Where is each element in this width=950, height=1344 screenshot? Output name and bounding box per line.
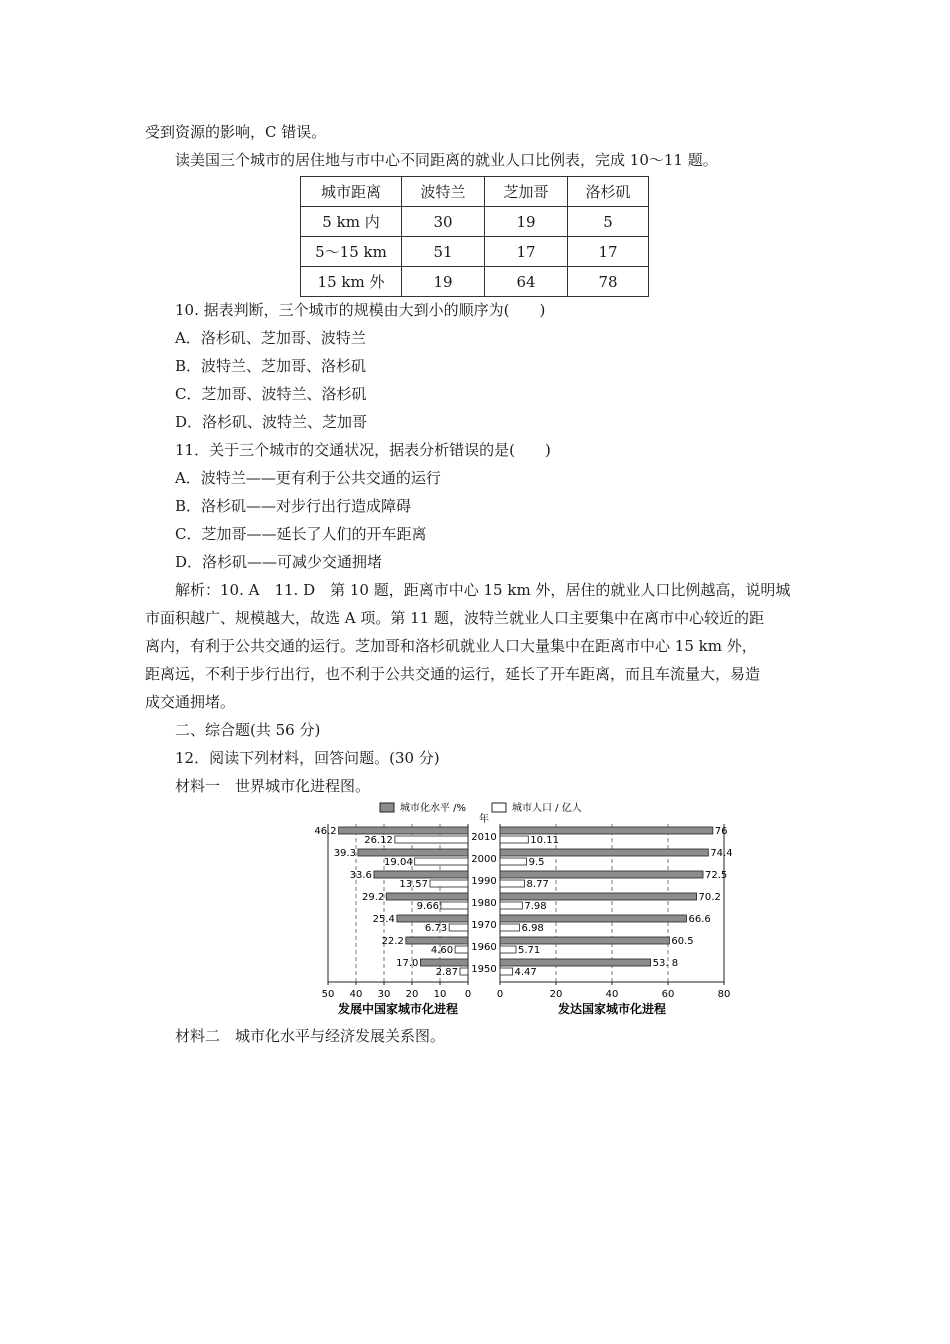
table-cell: 64 [485, 267, 568, 297]
right-tick-label: 0 [496, 989, 504, 1000]
analysis-line: 市面积越广、规模越大，故选 A 项。第 11 题，波特兰就业人口主要集中在离市中心较近的距 [145, 609, 764, 627]
table-cell: 5～15 km [301, 237, 402, 267]
year-label: 1970 [471, 920, 497, 931]
right-population-bar [500, 880, 525, 887]
left-population-label: 4.60 [430, 945, 454, 956]
analysis-line: 离内，有利于公共交通的运行。芝加哥和洛杉矶就业人口大量集中在距离市中心 15 km 外， [145, 637, 757, 655]
year-label: 2000 [471, 854, 497, 865]
legend-population-label: 城市人口 / 亿人 [512, 803, 582, 814]
table-cell: 17 [568, 237, 649, 267]
right-urbanization-bar [500, 827, 713, 834]
left-tick-label: 50 [321, 989, 335, 1000]
table-cell: 5 [568, 207, 649, 237]
right-population-bar [500, 968, 513, 975]
left-urbanization-bar [358, 849, 468, 856]
table-header: 城市距离 [301, 177, 402, 207]
left-tick-label: 30 [377, 989, 391, 1000]
material-two: 材料二 城市化水平与经济发展关系图。 [175, 1027, 446, 1045]
left-tick-label: 40 [349, 989, 363, 1000]
analysis-line: 距离远，不利于步行出行，也不利于公共交通的运行，延长了开车距离，而且车流量大，易造 [145, 665, 761, 683]
right-population-label: 4.47 [514, 967, 537, 978]
left-urbanization-label: 29.2 [361, 892, 385, 903]
analysis-line: 成交通拥堵。 [145, 693, 236, 711]
left-urbanization-bar [339, 827, 468, 834]
left-urbanization-label: 17.0 [396, 958, 419, 969]
left-population-label: 9.66 [416, 901, 439, 912]
right-population-bar [500, 946, 516, 953]
table-header: 洛杉矶 [568, 177, 649, 207]
left-population-bar [455, 946, 468, 953]
right-urbanization-label: 60.5 [671, 936, 694, 947]
table-intro: 读美国三个城市的居住地与市中心不同距离的就业人口比例表，完成 10～11 题。 [175, 151, 718, 169]
left-population-bar [395, 836, 468, 843]
table-row [301, 267, 649, 297]
table-row [301, 237, 649, 267]
table-cell: 19 [402, 267, 485, 297]
left-population-bar [415, 858, 468, 865]
right-population-label: 9.5 [528, 857, 545, 868]
analysis-line: 解析：10. A 11. D 第 10 题，距离市中心 15 km 外，居住的就业人口比例越高，说明城 [175, 581, 791, 599]
left-population-bar [449, 924, 468, 931]
section-heading: 二、综合题(共 56 分) [175, 721, 321, 739]
left-population-bar [441, 902, 468, 909]
table-header: 芝加哥 [485, 177, 568, 207]
q11-stem: 11．关于三个城市的交通状况，据表分析错误的是( ) [175, 441, 551, 459]
right-population-bar [500, 836, 528, 843]
year-label: 1960 [471, 942, 497, 953]
table-cell: 15 km 外 [301, 267, 402, 297]
q11-option-d: D．洛杉矶——可减少交通拥堵 [175, 553, 383, 571]
legend-urbanization-label: 城市化水平 /% [400, 803, 467, 814]
table-cell: 51 [402, 237, 485, 267]
left-urbanization-label: 33.6 [349, 870, 372, 881]
right-tick-label: 40 [605, 989, 619, 1000]
legend-urbanization-swatch [380, 803, 394, 812]
table-cell: 78 [568, 267, 649, 297]
left-urbanization-bar [386, 893, 468, 900]
left-urbanization-bar [420, 959, 468, 966]
right-urbanization-label: 53. 8 [652, 958, 679, 969]
q10-option-c: C．芝加哥、波特兰、洛杉矶 [175, 385, 367, 403]
right-population-label: 6.98 [521, 923, 544, 934]
left-population-label: 2.87 [435, 967, 458, 978]
q10-stem: 10. 据表判断，三个城市的规模由大到小的顺序为( ) [175, 301, 546, 319]
q11-option-a: A．波特兰——更有利于公共交通的运行 [175, 469, 441, 487]
table-row [301, 207, 649, 237]
right-urbanization-label: 70.2 [698, 892, 721, 903]
right-population-bar [500, 924, 520, 931]
left-urbanization-label: 25.4 [372, 914, 395, 925]
q12-stem: 12．阅读下列材料，回答问题。(30 分) [175, 749, 440, 767]
table-cell: 17 [485, 237, 568, 267]
left-panel-title: 发展中国家城市化进程 [337, 1002, 459, 1016]
year-label: 1950 [471, 964, 497, 975]
right-tick-label: 20 [549, 989, 563, 1000]
q11-option-c: C．芝加哥——延长了人们的开车距离 [175, 525, 427, 543]
right-urbanization-bar [500, 959, 651, 966]
table-cell: 5 km 内 [301, 207, 402, 237]
left-tick-label: 10 [433, 989, 447, 1000]
left-population-label: 13.57 [399, 879, 429, 890]
left-population-label: 6.73 [424, 923, 448, 934]
right-urbanization-bar [500, 871, 703, 878]
left-urbanization-label: 39.3 [333, 848, 356, 859]
right-population-label: 7.98 [524, 901, 547, 912]
left-tick-label: 0 [464, 989, 472, 1000]
table-cell: 30 [402, 207, 485, 237]
left-population-bar [460, 968, 468, 975]
right-urbanization-label: 76 [714, 826, 728, 837]
right-urbanization-label: 72.5 [705, 870, 728, 881]
year-label: 1990 [471, 876, 497, 887]
right-panel-title: 发达国家城市化进程 [557, 1002, 667, 1016]
table-header-row [301, 177, 649, 207]
right-population-bar [500, 902, 522, 909]
left-population-label: 26.12 [364, 835, 393, 846]
left-urbanization-label: 22.2 [381, 936, 404, 947]
right-population-label: 5.71 [517, 945, 541, 956]
left-urbanization-label: 46.2 [314, 826, 337, 837]
table-cell: 19 [485, 207, 568, 237]
table-header: 波特兰 [402, 177, 485, 207]
intro-line: 受到资源的影响，C 错误。 [145, 123, 327, 141]
right-urbanization-bar [500, 893, 697, 900]
right-population-label: 8.77 [526, 879, 549, 890]
left-tick-label: 20 [405, 989, 419, 1000]
right-population-bar [500, 858, 527, 865]
left-population-bar [430, 880, 468, 887]
year-label: 2010 [471, 832, 497, 843]
right-urbanization-label: 74.4 [710, 848, 733, 859]
q10-option-a: A．洛杉矶、芝加哥、波特兰 [175, 329, 366, 347]
right-tick-label: 80 [717, 989, 731, 1000]
left-urbanization-bar [406, 937, 468, 944]
q10-option-d: D．洛杉矶、波特兰、芝加哥 [175, 413, 368, 431]
q11-option-b: B．洛杉矶——对步行出行造成障碍 [175, 497, 412, 515]
right-urbanization-bar [500, 937, 669, 944]
right-urbanization-bar [500, 849, 708, 856]
material-one: 材料一 世界城市化进程图。 [175, 777, 371, 795]
year-label: 1980 [471, 898, 497, 909]
right-population-label: 10.11 [530, 835, 559, 846]
year-axis-label: 年 [479, 814, 489, 825]
left-urbanization-bar [374, 871, 468, 878]
distance-table [300, 176, 649, 297]
left-population-label: 19.04 [384, 857, 413, 868]
left-urbanization-bar [397, 915, 468, 922]
right-tick-label: 60 [661, 989, 675, 1000]
right-urbanization-label: 66.6 [688, 914, 711, 925]
right-urbanization-bar [500, 915, 686, 922]
legend-population-swatch [492, 803, 506, 812]
q10-option-b: B．波特兰、芝加哥、洛杉矶 [175, 357, 367, 375]
urbanization-chart [300, 796, 733, 1024]
